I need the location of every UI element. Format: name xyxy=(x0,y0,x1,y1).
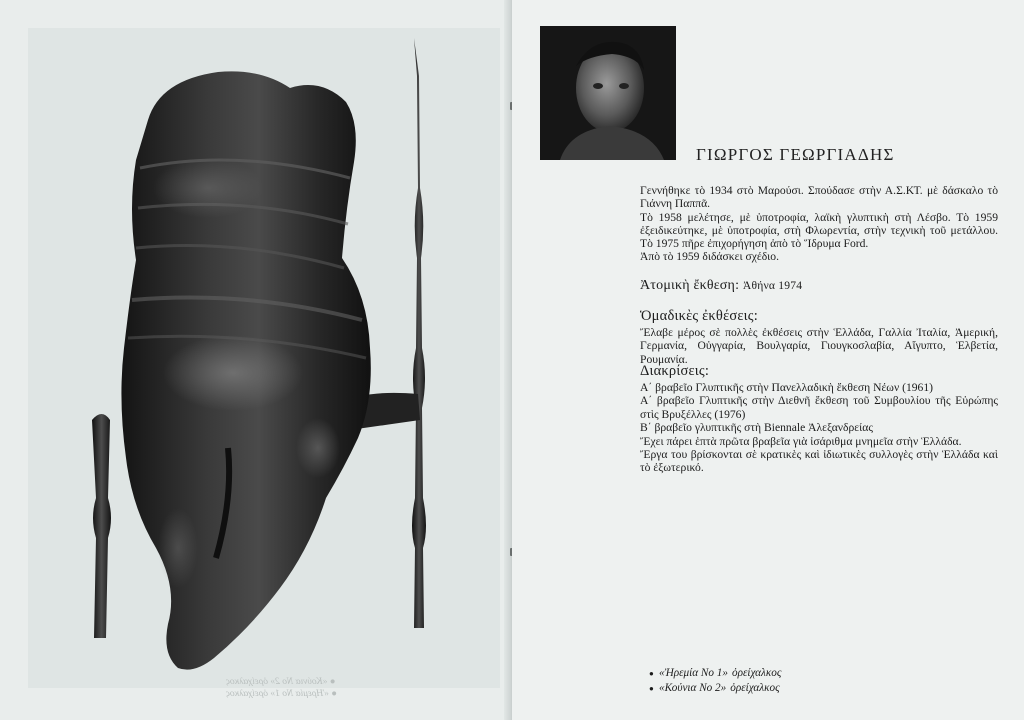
award-item: Α΄ βραβεῖο Γλυπτικῆς στὴν Πανελλαδικὴ ἔκθεση Νέων (1961) xyxy=(640,381,933,394)
caption-row xyxy=(649,681,949,696)
award-item: Ἔργα του βρίσκονται σὲ κρατικὲς καὶ ἰδιωτικὲς συλλογὲς στὴν Ἑλλάδα καὶ τὸ ἐξωτερικό. xyxy=(640,448,998,475)
sculpture-photo xyxy=(28,28,500,688)
award-item: Β΄ βραβεῖο γλυπτικῆς στὴ Biennale Ἀλεξανδρείας xyxy=(640,421,873,435)
artist-name: ΓΙΩΡΓΟΣ ΓΕΩΡΓΙΑΔΗΣ xyxy=(696,145,895,164)
solo-exhibition-label: Ἀτομικὴ ἔκθεση: xyxy=(640,278,740,293)
awards-list xyxy=(640,381,998,475)
biography xyxy=(640,184,998,264)
solo-exhibition xyxy=(640,278,998,294)
bleed-line: ● «Ἠρεμία Νο 1» ὀρείχαλκος xyxy=(226,689,337,699)
artwork-material: ὀρείχαλκος xyxy=(730,682,780,694)
solo-exhibition-value: Ἀθήνα 1974 xyxy=(742,279,803,292)
bio-paragraph: Ἀπὸ τὸ 1959 διδάσκει σχέδιο. xyxy=(640,250,780,264)
artwork-title: «Κούνια Νο 2» xyxy=(659,682,727,694)
group-exhibitions xyxy=(640,308,998,366)
bio-paragraph: Τὸ 1958 μελέτησε, μὲ ὑποτροφία, λαϊκὴ γλυπτικὴ στὴ Λέσβο. Τὸ 1959 ἐξειδικεύτηκε, μὲ ὑποτροφία, στὴ Φλωρεντία, στὴν τεχνικὴ τοῦ μετάλλου. Τὸ 1975 πῆρε ἐπιχορήγηση ἀπὸ τὸ Ἵδρυμα Ford. xyxy=(640,210,998,251)
artist-portrait xyxy=(540,26,676,160)
bio-paragraph: Γεννήθηκε τὸ 1934 στὸ Μαρούσι. Σπούδασε στὴν Α.Σ.ΚΤ. μὲ δάσκαλο τὸ Γιάννη Παππᾶ. xyxy=(640,184,998,211)
group-exhibitions-heading: Ὁμαδικὲς ἐκθέσεις: xyxy=(640,308,758,324)
awards xyxy=(640,363,998,475)
caption-row xyxy=(649,666,949,681)
bleed-through-caption xyxy=(226,676,376,700)
awards-heading: Διακρίσεις: xyxy=(640,363,710,379)
group-exhibitions-text: Ἔλαβε μέρος σὲ πολλὲς ἐκθέσεις στὴν Ἑλλάδα, Γαλλία Ἰταλία, Ἀμερική, Γερμανία, Οὐγγαρία, Βουλγαρία, Γιουγκοσλαβία, Αἴγυπτο, Ἑλβετία, Ρουμανία. xyxy=(640,326,998,366)
bleed-line: ● «Κούνια Νο 2» ὀρείχαλκος xyxy=(226,677,336,687)
artwork-title: «Ἠρεμία Νο 1» xyxy=(659,667,728,679)
artwork-material: ὀρείχαλκος xyxy=(731,667,782,679)
award-item: Ἔχει πάρει ἑπτὰ πρῶτα βραβεῖα γιὰ ἰσάριθμα μνημεῖα στὴν Ἑλλάδα. xyxy=(640,434,962,448)
bullet-icon: ● xyxy=(649,684,654,693)
artwork-captions xyxy=(649,666,949,696)
award-item: Α΄ βραβεῖο Γλυπτικῆς στὴν Διεθνῆ ἔκθεση τοῦ Συμβουλίου τῆς Εὐρώπης στὶς Βρυξέλλες (1976) xyxy=(640,394,998,421)
sculpture-image xyxy=(28,28,500,688)
bullet-icon: ● xyxy=(649,669,654,678)
